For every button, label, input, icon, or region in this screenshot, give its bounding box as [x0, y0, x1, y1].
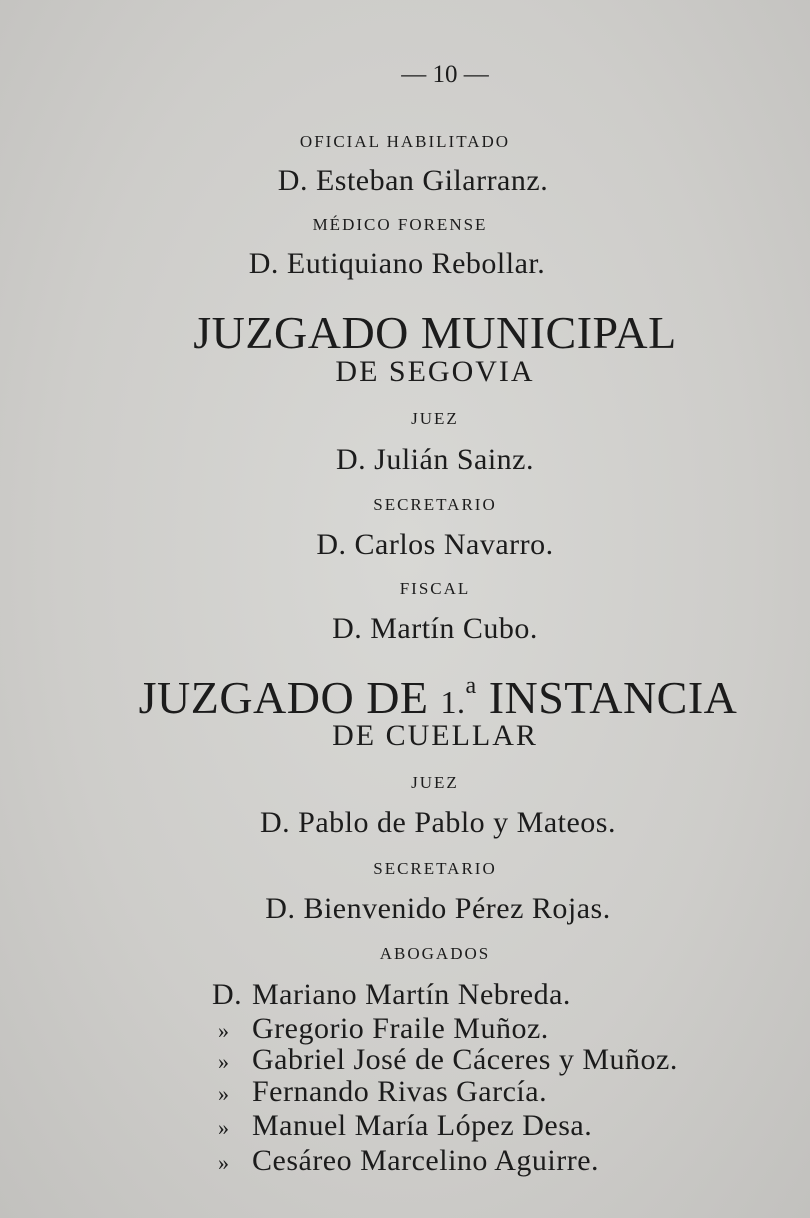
- ditto-mark: »: [218, 1081, 230, 1106]
- abogados-heading: ABOGADOS: [379, 944, 491, 963]
- abogado-item: [212, 1111, 592, 1141]
- abogado-name: Cesáreo Marcelino Aguirre.: [252, 1144, 600, 1177]
- role-juez-municipal: JUEZ: [411, 409, 459, 428]
- abogado-name: Gregorio Fraile Muñoz.: [252, 1012, 549, 1045]
- abogado-prefix: D.: [212, 978, 243, 1011]
- abogado-name: Gabriel José de Cáceres y Muñoz.: [252, 1043, 678, 1076]
- name-juez-instancia: D. Pablo de Pablo y Mateos.: [260, 806, 616, 839]
- name-secretario-municipal: D. Carlos Navarro.: [316, 528, 554, 561]
- juzgado-municipal-place: DE SEGOVIA: [335, 355, 535, 388]
- juzgado-instancia-place: DE CUELLAR: [332, 719, 538, 752]
- juzgado-instancia-title-before: JUZGADO DE: [138, 672, 441, 723]
- page-number: — 10 —: [401, 61, 489, 88]
- abogado-name: Mariano Martín Nebreda.: [252, 978, 571, 1011]
- abogado-item: [212, 1146, 599, 1176]
- role-oficial-habilitado: OFICIAL HABILITADO: [299, 132, 511, 151]
- name-secretario-instancia: D. Bienvenido Pérez Rojas.: [265, 892, 611, 925]
- abogado-item: [212, 1045, 678, 1075]
- ditto-mark: »: [218, 1150, 230, 1175]
- name-fiscal-municipal: D. Martín Cubo.: [332, 612, 538, 645]
- juzgado-municipal-title: JUZGADO MUNICIPAL: [193, 307, 677, 358]
- role-medico-forense: MÉDICO FORENSE: [312, 215, 488, 234]
- juzgado-instancia-title-number: 1.: [440, 684, 466, 720]
- role-fiscal-municipal: FISCAL: [399, 579, 471, 598]
- role-secretario-municipal: SECRETARIO: [373, 495, 497, 514]
- ditto-mark: »: [218, 1018, 230, 1043]
- name-oficial-habilitado: D. Esteban Gilarranz.: [277, 164, 549, 197]
- abogado-name: Manuel María López Desa.: [252, 1109, 593, 1142]
- role-secretario-instancia: SECRETARIO: [373, 859, 497, 878]
- juzgado-instancia-title: [33, 674, 810, 721]
- abogado-name: Fernando Rivas García.: [252, 1075, 548, 1108]
- abogado-item: [212, 980, 571, 1010]
- ditto-mark: »: [218, 1049, 230, 1074]
- abogado-item: [212, 1077, 547, 1107]
- ditto-mark: »: [218, 1115, 230, 1140]
- abogado-item: [212, 1014, 549, 1044]
- name-juez-municipal: D. Julián Sainz.: [336, 443, 534, 476]
- juzgado-instancia-title-after: INSTANCIA: [476, 672, 738, 723]
- name-medico-forense: D. Eutiquiano Rebollar.: [248, 247, 546, 280]
- role-juez-instancia: JUEZ: [411, 773, 459, 792]
- juzgado-instancia-title-superscript: a: [465, 673, 477, 699]
